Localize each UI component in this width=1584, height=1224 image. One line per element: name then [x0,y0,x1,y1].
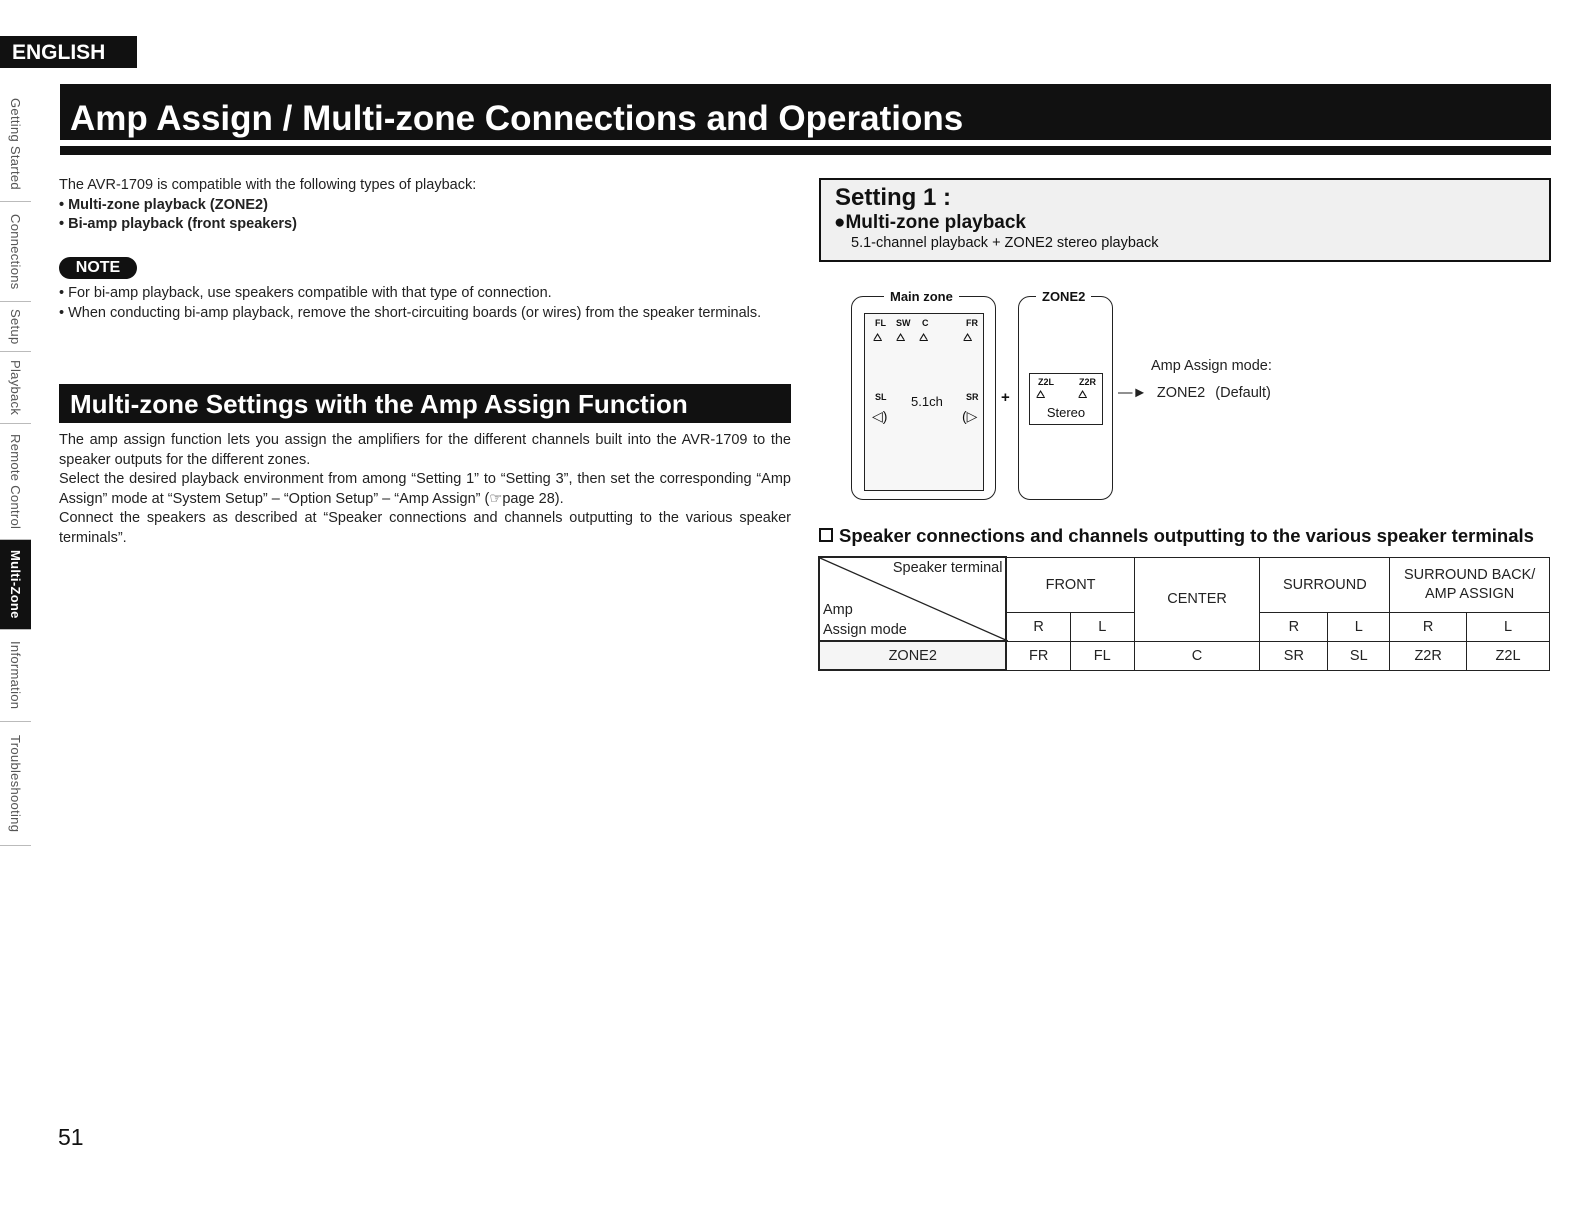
zone2-mode-label: Stereo [1046,405,1086,420]
intro-block [59,176,799,235]
speaker-icon: ◁) [872,408,888,424]
speaker-icon: ⩟ [919,328,929,345]
corner-bottom-label: Amp [823,602,853,618]
side-tab-remote-control[interactable] [0,424,31,540]
speaker-icon: ⩟ [963,328,973,345]
note-item: • When conducting bi-amp playback, remove the short-circuiting boards (or wires) from the speaker terminals. [59,304,762,321]
speaker-label-sw: SW [896,318,911,328]
note-badge: NOTE [59,257,137,279]
table-header: CENTER [1134,557,1260,641]
channel-label: 5.1ch [911,394,943,409]
section-body [59,431,791,549]
speaker-label-c: C [922,318,929,328]
side-tab-troubleshooting[interactable] [0,722,31,846]
table-header: SURROUND [1260,557,1390,613]
intro-bullet: • Multi-zone playback (ZONE2) [59,196,268,213]
section-paragraph: Connect the speakers as described at “Speaker connections and channels outputting to the various speaker terminals”. [59,510,791,546]
table-cell: C [1134,641,1260,670]
speaker-icon: ⩟ [896,328,906,345]
arrow-right-icon: —► [1118,385,1147,401]
table-header: SURROUND BACK/ AMP ASSIGN [1390,557,1550,613]
speaker-table [818,556,1550,671]
amp-assign-value: ZONE2 [1156,385,1206,401]
side-navigation [0,86,31,846]
speaker-label-z2l: Z2L [1038,377,1055,387]
speaker-icon: ⩟ [1078,385,1088,402]
speaker-label-z2r: Z2R [1079,377,1097,387]
section-paragraph: The amp assign function lets you assign the amplifiers for the different channels built into the AVR-1709 to the speaker outputs for the different zones. [59,432,791,468]
side-tab-label: Multi-Zone [8,550,23,619]
table-row [819,641,1550,670]
checkbox-icon [819,528,833,542]
main-zone-panel [851,296,996,500]
page-title: Amp Assign / Multi-zone Connections and Operations [60,84,1551,140]
corner-top-label: Speaker terminal [892,560,1003,576]
speaker-label-fr: FR [966,318,978,328]
side-tab-label: Playback [8,359,23,416]
table-cell: SR [1260,641,1328,670]
table-cell: Z2L [1467,641,1550,670]
main-zone-label: Main zone [884,289,959,304]
setting-box [819,178,1551,262]
table-subheader: R [1390,613,1467,641]
side-tab-multi-zone[interactable] [0,540,31,630]
table-subheader: R [1006,613,1070,641]
side-tab-label: Remote Control [8,433,23,530]
amp-assign-mode-label: Amp Assign mode: [1151,358,1272,374]
table-cell: FL [1070,641,1134,670]
section-title: Multi-zone Settings with the Amp Assign Function [59,384,791,423]
side-tab-getting-started[interactable] [0,86,31,202]
table-cell-mode: ZONE2 [819,641,1006,670]
main-zone-room [864,313,984,491]
plus-sign: + [1001,389,1010,406]
section-paragraph: Select the desired playback environment from among “Setting 1” to “Setting 3”, then set the corresponding “Amp Assign” mode at “System Setup” – “Option Setup” – “Amp Assign” (☞page 28). [59,471,791,507]
speaker-label-fl: FL [875,318,886,328]
zone2-label: ZONE2 [1036,289,1091,304]
table-subheader: L [1328,613,1390,641]
side-tab-label: Getting Started [8,97,23,190]
table-cell: FR [1006,641,1070,670]
note-item: • For bi-amp playback, use speakers compatible with that type of connection. [59,285,552,301]
amp-assign-default: (Default) [1215,385,1271,401]
side-tab-label: Connections [8,213,23,290]
language-tab: ENGLISH [0,36,137,68]
table-corner-cell [819,557,1006,641]
setting-description: 5.1-channel playback + ZONE2 stereo playback [851,235,1159,251]
note-list [59,284,791,323]
table-subheader: L [1070,613,1134,641]
side-tab-label: Troubleshooting [8,734,23,833]
table-cell: SL [1328,641,1390,670]
zone2-room [1029,373,1103,425]
amp-assign-value-row [1118,385,1271,401]
table-subheader: L [1467,613,1550,641]
side-tab-connections[interactable] [0,202,31,302]
side-tab-setup[interactable] [0,302,31,352]
page-number: 51 [58,1124,84,1150]
setting-heading: Setting 1 : [835,184,952,211]
side-tab-playback[interactable] [0,352,31,424]
side-tab-information[interactable] [0,630,31,722]
intro-text: The AVR-1709 is compatible with the following types of playback: [59,177,477,193]
setting-subheading: ●Multi-zone playback [834,212,1027,233]
title-rule [60,146,1551,155]
speaker-label-sr: SR [966,392,979,402]
zone2-panel [1018,296,1113,500]
intro-bullet: • Bi-amp playback (front speakers) [59,216,297,233]
speaker-icon: ⩟ [1036,385,1046,402]
corner-bottom-label: Assign mode [823,622,907,638]
speaker-icon: (▷ [962,408,978,424]
table-heading [819,525,1534,547]
speaker-icon: ⩟ [873,328,883,345]
side-tab-label: Information [8,641,23,710]
table-cell: Z2R [1390,641,1467,670]
table-heading-text: Speaker connections and channels outputting to the various speaker terminals [839,525,1534,546]
side-tab-label: Setup [8,308,23,345]
table-subheader: R [1260,613,1328,641]
speaker-label-sl: SL [875,392,887,402]
table-header: FRONT [1006,557,1134,613]
